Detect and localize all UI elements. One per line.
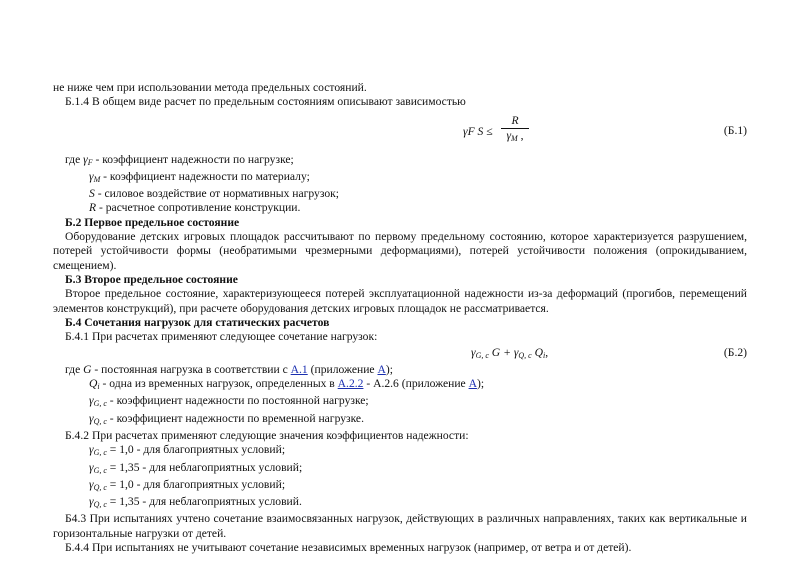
where-item: где $\gamma_F$ - коэффициент надежности по нагрузке; <box>65 152 294 167</box>
where-item: $\gamma_{Q, c}$ - коэффициент надежности по временной нагрузке. <box>89 411 364 426</box>
paragraph-b4-2: Б.4.2 При расчетах применяют следующие значения коэффициентов надежности: <box>65 428 469 442</box>
where-item: R - расчетное сопротивление конструкции. <box>89 201 301 215</box>
link-a2-2[interactable]: А.2.2 <box>337 377 364 391</box>
coef-item: $\gamma_{G, c} = 1,0$ - для благоприятных условий; <box>89 443 286 458</box>
link-appendix-a[interactable]: А <box>377 362 386 376</box>
coef-item: $\gamma_{Q, c} = 1,0$ - для благоприятных условий; <box>89 477 286 492</box>
coef-item: $\gamma_{G, c} = 1,35$ - для неблагоприятных условий; <box>89 460 303 475</box>
formula-b1 <box>53 110 747 153</box>
paragraph-b4-4: Б.4.4 При испытаниях не учитывают сочетание независимых временных нагрузок (например, от ветра и от детей). <box>65 541 632 555</box>
formula-b2: $\gamma_{G, c}$ $G + \gamma_{Q, c}$ $Q_i$, (Б.2) <box>471 346 747 361</box>
formula-numerator: R <box>501 114 529 129</box>
formula-number: (Б.2) <box>723 346 747 360</box>
paragraph-b4-3: Б4.3 При испытаниях учтено сочетание взаимосвязанных нагрузок, действующих в различных направлениях, таких как вертикальные и горизонтальные нагрузки от детей. <box>53 512 747 540</box>
where-item: $\gamma_{G, c}$ - коэффициент надежности по постоянной нагрузке; <box>89 394 369 409</box>
where-item: $\gamma_M$ - коэффициент надежности по материалу; <box>89 169 310 184</box>
formula-denominator: $\gamma_M$ , <box>506 128 524 143</box>
paragraph-b2: Оборудование детских игровых площадок рассчитывают по первому предельному состоянию, которое характеризуется разрушением, потерей устойчивости формы (необратимыми чрезмерными деформациями), потерей устойчивости положения (опрокидыванием, смещением). <box>53 230 747 272</box>
heading-b4: Б.4 Сочетания нагрузок для статических расчетов <box>65 315 330 329</box>
where-item: $Q_i$ - одна из временных нагрузок, определенных в А.2.2 - А.2.6 (приложение А); <box>89 377 485 392</box>
link-appendix-a[interactable]: А <box>468 377 477 391</box>
paragraph-b3: Второе предельное состояние, характеризующееся потерей эксплуатационной надежности из-за деформаций (прогибов, перемещений элементов конструкций), при расчете оборудования детских игровых площадок не рассматривается. <box>53 287 747 315</box>
paragraph-b4-1: Б.4.1 При расчетах применяют следующее сочетание нагрузок: <box>65 330 378 344</box>
formula-number: (Б.1) <box>723 123 747 137</box>
where-item: где G - постоянная нагрузка в соответствии с А.1 (приложение А); <box>65 362 393 376</box>
link-a1[interactable]: А.1 <box>290 362 308 376</box>
coef-item: $\gamma_{Q, c} = 1,35$ - для неблагоприятных условий. <box>89 495 302 510</box>
where-item: S - силовое воздействие от нормативных нагрузок; <box>89 187 339 201</box>
paragraph-b1-4: Б.1.4 В общем виде расчет по предельным состояниям описывают зависимостью <box>65 95 466 109</box>
heading-b3: Б.3 Второе предельное состояние <box>65 272 238 286</box>
formula-lhs: γF S ≤ <box>463 124 493 138</box>
text-line: не ниже чем при использовании метода предельных состояний. <box>53 81 367 94</box>
heading-b2: Б.2 Первое предельное состояние <box>65 215 240 229</box>
